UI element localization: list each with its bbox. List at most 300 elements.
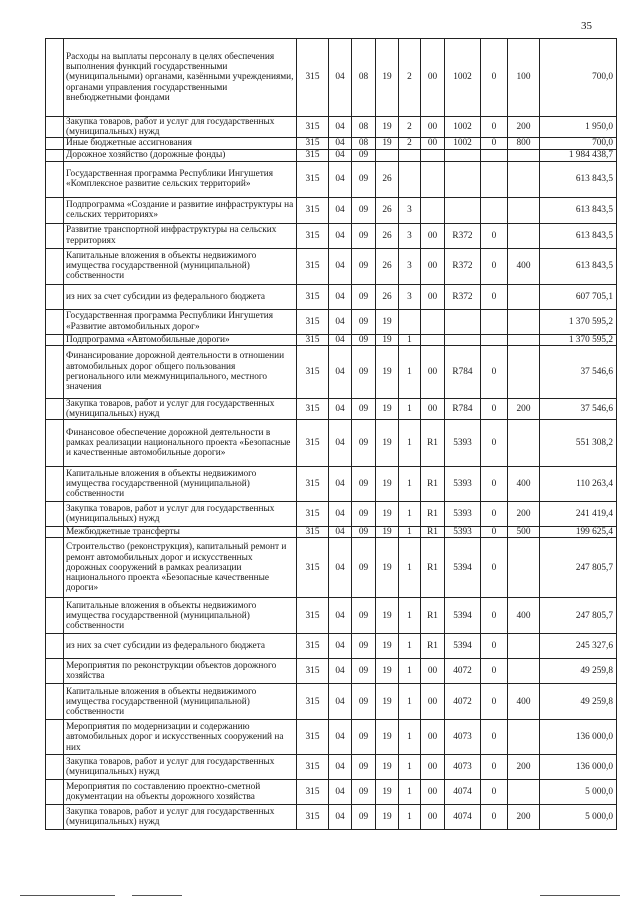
table-row [46, 117, 617, 138]
code-cell: 09 [352, 467, 376, 502]
code-cell: 1 [399, 598, 421, 634]
code-cell: 5393 [445, 527, 481, 538]
code-cell: 19 [376, 780, 399, 805]
table-row [46, 420, 617, 467]
code-cell: 19 [376, 538, 399, 598]
code-cell [421, 309, 445, 334]
code-cell: 5394 [445, 538, 481, 598]
row-blank-cell [46, 39, 64, 117]
code-cell: 00 [421, 39, 445, 117]
code-cell: R372 [445, 284, 481, 309]
table-row [46, 138, 617, 149]
code-cell: 0 [481, 467, 508, 502]
row-blank-cell [46, 538, 64, 598]
code-cell: 04 [329, 780, 352, 805]
code-cell: 26 [376, 197, 399, 223]
code-cell [508, 284, 540, 309]
code-cell: 09 [352, 634, 376, 659]
row-blank-cell [46, 780, 64, 805]
code-cell: 315 [297, 684, 329, 720]
code-cell: 00 [421, 720, 445, 755]
code-cell: 5393 [445, 502, 481, 527]
code-cell: 08 [352, 117, 376, 138]
code-cell: 04 [329, 502, 352, 527]
code-cell [421, 161, 445, 197]
code-cell: 04 [329, 223, 352, 248]
code-cell: 200 [508, 117, 540, 138]
row-blank-cell [46, 334, 64, 345]
code-cell: 08 [352, 39, 376, 117]
amount-cell: 110 263,4 [540, 467, 617, 502]
code-cell: 400 [508, 248, 540, 284]
code-cell: 19 [376, 527, 399, 538]
code-cell: 0 [481, 598, 508, 634]
code-cell: 26 [376, 161, 399, 197]
code-cell: 04 [329, 634, 352, 659]
code-cell: 04 [329, 117, 352, 138]
row-blank-cell [46, 161, 64, 197]
code-cell: 315 [297, 309, 329, 334]
amount-cell: 613 843,5 [540, 223, 617, 248]
code-cell: 1 [399, 538, 421, 598]
code-cell: 1002 [445, 117, 481, 138]
code-cell [445, 309, 481, 334]
code-cell: 19 [376, 138, 399, 149]
table-row [46, 248, 617, 284]
amount-cell: 1 950,0 [540, 117, 617, 138]
amount-cell: 247 805,7 [540, 538, 617, 598]
code-cell: R784 [445, 398, 481, 419]
code-cell: 09 [352, 345, 376, 398]
code-cell: 4074 [445, 805, 481, 830]
amount-cell: 5 000,0 [540, 805, 617, 830]
code-cell [508, 780, 540, 805]
code-cell: 08 [352, 138, 376, 149]
code-cell: 0 [481, 39, 508, 117]
code-cell: 5394 [445, 634, 481, 659]
code-cell: 09 [352, 149, 376, 161]
row-name: Государственная программа Республики Ингушетия «Комплексное развитие сельских территорий» [64, 161, 297, 197]
amount-cell: 613 843,5 [540, 161, 617, 197]
code-cell: R1 [421, 598, 445, 634]
row-name: Иные бюджетные ассигнования [64, 138, 297, 149]
code-cell: 09 [352, 309, 376, 334]
row-blank-cell [46, 197, 64, 223]
row-name: Расходы на выплаты персоналу в целях обеспечения выполнения функций государственными (муниципальными) органами, казёнными учреждениями, органами управления государственными внебюджетными фондами [64, 39, 297, 117]
table-row [46, 39, 617, 117]
amount-cell: 241 419,4 [540, 502, 617, 527]
code-cell: 2 [399, 138, 421, 149]
code-cell: 09 [352, 197, 376, 223]
code-cell: R1 [421, 527, 445, 538]
code-cell: 09 [352, 598, 376, 634]
code-cell [508, 720, 540, 755]
code-cell: 00 [421, 659, 445, 684]
row-name: Капитальные вложения в объекты недвижимого имущества государственной (муниципальной) собственности [64, 467, 297, 502]
code-cell [508, 161, 540, 197]
code-cell [508, 149, 540, 161]
amount-cell: 136 000,0 [540, 720, 617, 755]
code-cell [481, 149, 508, 161]
code-cell: 09 [352, 527, 376, 538]
code-cell: 1 [399, 334, 421, 345]
code-cell: R372 [445, 248, 481, 284]
amount-cell: 49 259,8 [540, 684, 617, 720]
code-cell: R1 [421, 420, 445, 467]
code-cell: 26 [376, 284, 399, 309]
code-cell: 09 [352, 248, 376, 284]
code-cell: 00 [421, 345, 445, 398]
code-cell: 04 [329, 248, 352, 284]
code-cell: 19 [376, 309, 399, 334]
row-name: Подпрограмма «Создание и развитие инфраструктуры на сельских территориях» [64, 197, 297, 223]
code-cell [508, 538, 540, 598]
code-cell [421, 334, 445, 345]
code-cell: 0 [481, 248, 508, 284]
code-cell: 04 [329, 39, 352, 117]
row-name: Закупка товаров, работ и услуг для государственных (муниципальных) нужд [64, 755, 297, 780]
code-cell: 315 [297, 149, 329, 161]
code-cell [508, 197, 540, 223]
amount-cell: 136 000,0 [540, 755, 617, 780]
amount-cell: 49 259,8 [540, 659, 617, 684]
code-cell: 19 [376, 720, 399, 755]
code-cell: 00 [421, 248, 445, 284]
code-cell: 19 [376, 659, 399, 684]
code-cell: 1 [399, 805, 421, 830]
code-cell: 315 [297, 720, 329, 755]
code-cell [508, 334, 540, 345]
code-cell: 400 [508, 467, 540, 502]
code-cell: 1002 [445, 39, 481, 117]
row-name: Подпрограмма «Автомобильные дороги» [64, 334, 297, 345]
code-cell: 19 [376, 805, 399, 830]
table-row [46, 284, 617, 309]
table-row [46, 467, 617, 502]
row-blank-cell [46, 284, 64, 309]
code-cell: 04 [329, 805, 352, 830]
code-cell: R1 [421, 502, 445, 527]
code-cell: 315 [297, 138, 329, 149]
code-cell: 3 [399, 284, 421, 309]
code-cell: 19 [376, 345, 399, 398]
code-cell: 09 [352, 284, 376, 309]
table-row [46, 161, 617, 197]
code-cell: 500 [508, 527, 540, 538]
code-cell: 19 [376, 598, 399, 634]
code-cell: 3 [399, 223, 421, 248]
row-name: Капитальные вложения в объекты недвижимого имущества государственной (муниципальной) собственности [64, 684, 297, 720]
code-cell [508, 659, 540, 684]
code-cell: 315 [297, 398, 329, 419]
code-cell: 0 [481, 527, 508, 538]
code-cell: R1 [421, 538, 445, 598]
code-cell: 400 [508, 684, 540, 720]
code-cell: 4073 [445, 755, 481, 780]
code-cell: 04 [329, 420, 352, 467]
code-cell: 0 [481, 398, 508, 419]
code-cell: 09 [352, 223, 376, 248]
row-name: Закупка товаров, работ и услуг для государственных (муниципальных) нужд [64, 805, 297, 830]
row-name: Мероприятия по реконструкции объектов дорожного хозяйства [64, 659, 297, 684]
row-name: Развитие транспортной инфраструктуры на сельских территориях [64, 223, 297, 248]
row-name: Капитальные вложения в объекты недвижимого имущества государственной (муниципальной) собственности [64, 248, 297, 284]
code-cell: 200 [508, 755, 540, 780]
row-name: Закупка товаров, работ и услуг для государственных (муниципальных) нужд [64, 398, 297, 419]
code-cell: 1002 [445, 138, 481, 149]
row-name: Финансирование дорожной деятельности в отношении автомобильных дорог общего пользования регионального или межмуниципального, местного значения [64, 345, 297, 398]
code-cell: 1 [399, 780, 421, 805]
code-cell: 315 [297, 284, 329, 309]
table-row [46, 684, 617, 720]
table-row [46, 502, 617, 527]
code-cell [481, 334, 508, 345]
code-cell: 5393 [445, 420, 481, 467]
table-row [46, 527, 617, 538]
page-number: 35 [581, 20, 592, 32]
code-cell: 315 [297, 780, 329, 805]
code-cell: 1 [399, 659, 421, 684]
row-blank-cell [46, 309, 64, 334]
code-cell: 315 [297, 755, 329, 780]
code-cell: 19 [376, 755, 399, 780]
row-blank-cell [46, 345, 64, 398]
code-cell [445, 149, 481, 161]
amount-cell: 607 705,1 [540, 284, 617, 309]
row-blank-cell [46, 755, 64, 780]
table-row [46, 398, 617, 419]
code-cell: 04 [329, 334, 352, 345]
code-cell [508, 345, 540, 398]
amount-cell: 613 843,5 [540, 197, 617, 223]
row-name: Дорожное хозяйство (дорожные фонды) [64, 149, 297, 161]
code-cell: 04 [329, 720, 352, 755]
code-cell: 00 [421, 684, 445, 720]
code-cell: 09 [352, 805, 376, 830]
code-cell: 0 [481, 720, 508, 755]
footer-rule [132, 895, 182, 896]
code-cell: 00 [421, 398, 445, 419]
row-blank-cell [46, 720, 64, 755]
row-blank-cell [46, 398, 64, 419]
code-cell: 19 [376, 334, 399, 345]
code-cell: 09 [352, 398, 376, 419]
code-cell: 4072 [445, 659, 481, 684]
code-cell: 09 [352, 161, 376, 197]
row-blank-cell [46, 138, 64, 149]
budget-table [45, 38, 617, 830]
code-cell: 04 [329, 138, 352, 149]
amount-cell: 1 370 595,2 [540, 334, 617, 345]
code-cell: 00 [421, 805, 445, 830]
code-cell: 0 [481, 502, 508, 527]
table-row [46, 755, 617, 780]
code-cell: R784 [445, 345, 481, 398]
code-cell: 09 [352, 780, 376, 805]
code-cell: 315 [297, 39, 329, 117]
code-cell: 04 [329, 398, 352, 419]
code-cell: 200 [508, 398, 540, 419]
code-cell: 04 [329, 197, 352, 223]
amount-cell: 700,0 [540, 39, 617, 117]
code-cell: 315 [297, 527, 329, 538]
row-blank-cell [46, 223, 64, 248]
row-name: Закупка товаров, работ и услуг для государственных (муниципальных) нужд [64, 117, 297, 138]
budget-table-body [46, 39, 617, 830]
row-name: Финансовое обеспечение дорожной деятельности в рамках реализации национального проекта «Безопасные и качественные автомобильные дороги» [64, 420, 297, 467]
code-cell: 00 [421, 780, 445, 805]
code-cell [508, 223, 540, 248]
code-cell [445, 197, 481, 223]
code-cell: 1 [399, 634, 421, 659]
amount-cell: 1 370 595,2 [540, 309, 617, 334]
row-blank-cell [46, 117, 64, 138]
amount-cell: 551 308,2 [540, 420, 617, 467]
code-cell [376, 149, 399, 161]
table-row [46, 345, 617, 398]
code-cell [399, 161, 421, 197]
code-cell: 315 [297, 805, 329, 830]
code-cell: 1 [399, 755, 421, 780]
code-cell [421, 197, 445, 223]
code-cell: 04 [329, 598, 352, 634]
code-cell [399, 149, 421, 161]
code-cell: 0 [481, 684, 508, 720]
code-cell: 315 [297, 420, 329, 467]
table-row [46, 538, 617, 598]
code-cell: 4072 [445, 684, 481, 720]
code-cell: 0 [481, 223, 508, 248]
code-cell: 315 [297, 117, 329, 138]
code-cell: 04 [329, 684, 352, 720]
code-cell: 800 [508, 138, 540, 149]
code-cell [445, 161, 481, 197]
code-cell: 0 [481, 138, 508, 149]
code-cell [445, 334, 481, 345]
row-blank-cell [46, 248, 64, 284]
code-cell [508, 309, 540, 334]
code-cell: 4074 [445, 780, 481, 805]
code-cell: 0 [481, 780, 508, 805]
code-cell: 100 [508, 39, 540, 117]
code-cell: 26 [376, 248, 399, 284]
code-cell: 09 [352, 755, 376, 780]
row-blank-cell [46, 467, 64, 502]
row-name: Мероприятия по модернизации и содержанию автомобильных дорог и искусственных сооружений на них [64, 720, 297, 755]
amount-cell: 247 805,7 [540, 598, 617, 634]
row-blank-cell [46, 634, 64, 659]
code-cell: 3 [399, 197, 421, 223]
amount-cell: 199 625,4 [540, 527, 617, 538]
code-cell: 0 [481, 755, 508, 780]
row-name: Строительство (реконструкция), капитальный ремонт и ремонт автомобильных дорог и искусственных дорожных сооружений в рамках реализации национального проекта «Безопасные качественные дороги» [64, 538, 297, 598]
code-cell: 19 [376, 684, 399, 720]
code-cell: 19 [376, 398, 399, 419]
code-cell: 1 [399, 720, 421, 755]
code-cell: 0 [481, 538, 508, 598]
footer-rule [20, 895, 115, 896]
code-cell: 0 [481, 634, 508, 659]
amount-cell: 700,0 [540, 138, 617, 149]
code-cell [508, 420, 540, 467]
row-blank-cell [46, 420, 64, 467]
code-cell: 315 [297, 334, 329, 345]
code-cell [481, 309, 508, 334]
code-cell: 315 [297, 467, 329, 502]
code-cell: 19 [376, 39, 399, 117]
code-cell [421, 149, 445, 161]
amount-cell: 613 843,5 [540, 248, 617, 284]
code-cell: 5394 [445, 598, 481, 634]
code-cell: 1 [399, 345, 421, 398]
table-row [46, 149, 617, 161]
code-cell: R372 [445, 223, 481, 248]
code-cell: 09 [352, 420, 376, 467]
code-cell [481, 197, 508, 223]
code-cell: 19 [376, 634, 399, 659]
code-cell: 00 [421, 223, 445, 248]
row-name: из них за счет субсидии из федерального бюджета [64, 634, 297, 659]
code-cell: 315 [297, 161, 329, 197]
footer-rule [540, 895, 620, 896]
code-cell: 04 [329, 309, 352, 334]
code-cell: 5393 [445, 467, 481, 502]
table-row [46, 223, 617, 248]
code-cell: 04 [329, 161, 352, 197]
code-cell [399, 309, 421, 334]
code-cell: 09 [352, 502, 376, 527]
code-cell: 00 [421, 284, 445, 309]
code-cell: 3 [399, 248, 421, 284]
code-cell: 04 [329, 284, 352, 309]
code-cell: R1 [421, 634, 445, 659]
code-cell: 315 [297, 538, 329, 598]
code-cell: 200 [508, 805, 540, 830]
code-cell: 1 [399, 420, 421, 467]
row-blank-cell [46, 805, 64, 830]
code-cell: 1 [399, 502, 421, 527]
row-name: Капитальные вложения в объекты недвижимого имущества государственной (муниципальной) собственности [64, 598, 297, 634]
code-cell: 04 [329, 538, 352, 598]
code-cell: 09 [352, 684, 376, 720]
code-cell: 315 [297, 598, 329, 634]
code-cell: 04 [329, 467, 352, 502]
code-cell: 0 [481, 659, 508, 684]
code-cell: 0 [481, 284, 508, 309]
code-cell: 19 [376, 502, 399, 527]
row-name: Государственная программа Республики Ингушетия «Развитие автомобильных дорог» [64, 309, 297, 334]
table-row [46, 309, 617, 334]
row-name: Мероприятия по составлению проектно-сметной документации на объекты дорожного хозяйства [64, 780, 297, 805]
table-row [46, 659, 617, 684]
code-cell: 315 [297, 197, 329, 223]
table-row [46, 720, 617, 755]
code-cell: 19 [376, 420, 399, 467]
code-cell: 19 [376, 467, 399, 502]
code-cell: 0 [481, 117, 508, 138]
code-cell: 200 [508, 502, 540, 527]
code-cell: 0 [481, 345, 508, 398]
table-row [46, 334, 617, 345]
code-cell: 1 [399, 398, 421, 419]
code-cell: 4073 [445, 720, 481, 755]
code-cell: 19 [376, 117, 399, 138]
amount-cell: 5 000,0 [540, 780, 617, 805]
code-cell: 2 [399, 117, 421, 138]
code-cell: 00 [421, 138, 445, 149]
table-row [46, 197, 617, 223]
row-name: из них за счет субсидии из федерального бюджета [64, 284, 297, 309]
